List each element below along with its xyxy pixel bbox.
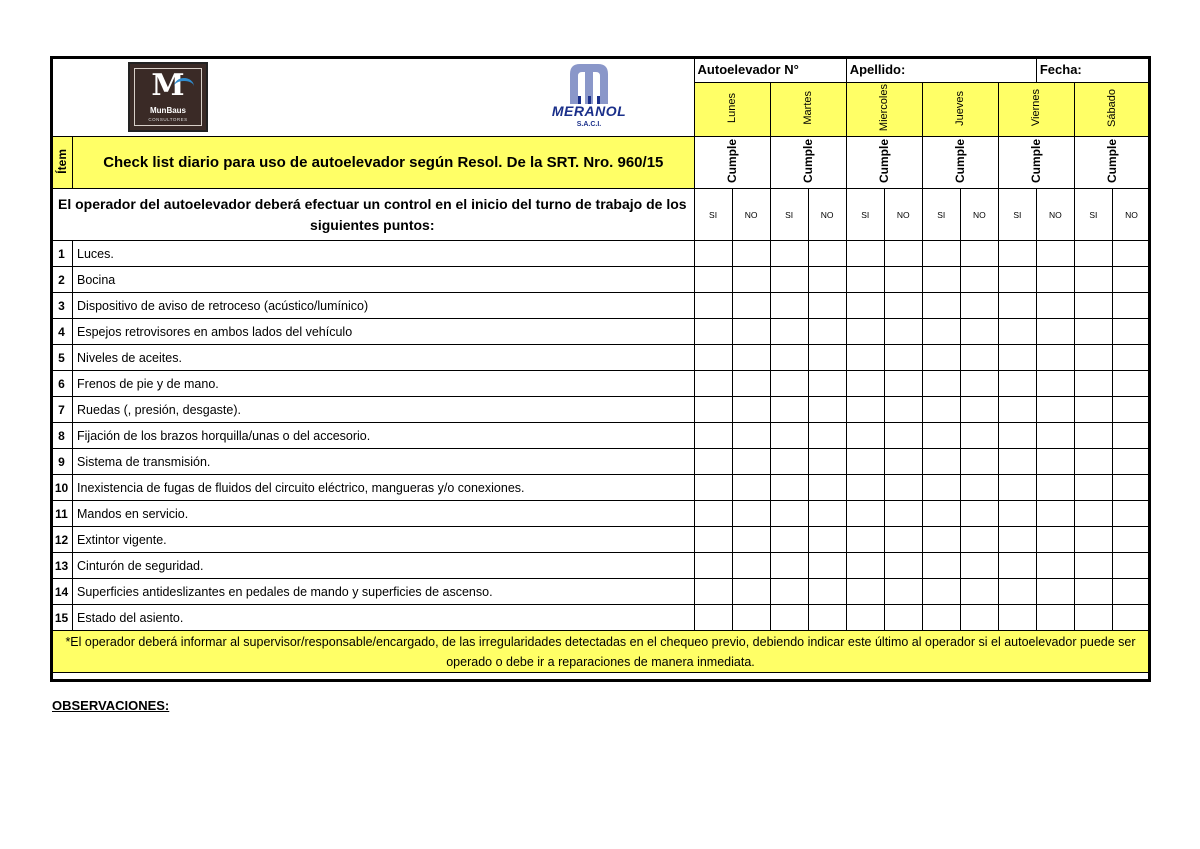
no-header: NO [732, 189, 770, 241]
item-text: Bocina [73, 267, 695, 293]
item-number: 2 [51, 267, 73, 293]
fecha-field[interactable]: Fecha: [1036, 57, 1150, 83]
item-text: Fijación de los brazos horquilla/unas o del accesorio. [73, 423, 695, 449]
day-header: Martes [770, 83, 846, 137]
item-text: Estado del asiento. [73, 605, 695, 631]
item-number: 11 [51, 501, 73, 527]
item-text: Frenos de pie y de mano. [73, 371, 695, 397]
item-number: 7 [51, 397, 73, 423]
si-header: SI [998, 189, 1036, 241]
item-number: 13 [51, 553, 73, 579]
item-text: Dispositivo de aviso de retroceso (acústico/lumínico) [73, 293, 695, 319]
item-text: Espejos retrovisores en ambos lados del vehículo [73, 319, 695, 345]
item-text: Niveles de aceites. [73, 345, 695, 371]
cumple-header: Cumple [1074, 137, 1150, 189]
cumple-header: Cumple [770, 137, 846, 189]
item-number: 1 [51, 241, 73, 267]
item-number: 15 [51, 605, 73, 631]
cumple-header: Cumple [998, 137, 1074, 189]
cumple-header: Cumple [922, 137, 998, 189]
day-header: Viernes [998, 83, 1074, 137]
item-text: Extintor vigente. [73, 527, 695, 553]
item-number: 8 [51, 423, 73, 449]
item-number: 12 [51, 527, 73, 553]
form-border [50, 56, 1151, 682]
day-header: Lunes [694, 83, 770, 137]
item-number: 3 [51, 293, 73, 319]
no-header: NO [808, 189, 846, 241]
item-header: Ítem [51, 137, 73, 189]
no-header: NO [960, 189, 998, 241]
item-text: Sistema de transmisión. [73, 449, 695, 475]
apellido-field[interactable]: Apellido: [846, 57, 1036, 83]
cumple-header: Cumple [694, 137, 770, 189]
item-text: Luces. [73, 241, 695, 267]
footer-note: *El operador deberá informar al supervisor/responsable/encargado, de las irregularidades detectadas en el chequeo previo, debiendo indicar este último al operador si el autoelevador puede ser operado o debe ir a reparaciones de manera inmediata. [51, 631, 1151, 673]
si-header: SI [846, 189, 884, 241]
item-number: 10 [51, 475, 73, 501]
si-header: SI [1074, 189, 1112, 241]
si-header: SI [922, 189, 960, 241]
item-number: 4 [51, 319, 73, 345]
si-header: SI [770, 189, 808, 241]
item-text: Superficies antideslizantes en pedales de mando y superficies de ascenso. [73, 579, 695, 605]
meranol-mark-icon [548, 64, 630, 104]
item-text: Ruedas (, presión, desgaste). [73, 397, 695, 423]
day-header: Jueves [922, 83, 998, 137]
item-number: 6 [51, 371, 73, 397]
item-text: Inexistencia de fugas de fluidos del circuito eléctrico, mangueras y/o conexiones. [73, 475, 695, 501]
item-text: Cinturón de seguridad. [73, 553, 695, 579]
meranol-logo: MERANOL S.A.C.I. [548, 64, 630, 136]
munbaus-logo: M MunBaus CONSULTORES [128, 62, 208, 132]
no-header: NO [1112, 189, 1150, 241]
day-header: Miercoles [846, 83, 922, 137]
item-text: Mandos en servicio. [73, 501, 695, 527]
item-number: 5 [51, 345, 73, 371]
item-number: 14 [51, 579, 73, 605]
cumple-header: Cumple [846, 137, 922, 189]
autoelevador-field[interactable]: Autoelevador N° [694, 57, 846, 83]
day-header: Sábado [1074, 83, 1150, 137]
item-number: 9 [51, 449, 73, 475]
no-header: NO [884, 189, 922, 241]
si-header: SI [694, 189, 732, 241]
form-title: Check list diario para uso de autoelevador según Resol. De la SRT. Nro. 960/15 [73, 137, 695, 189]
no-header: NO [1036, 189, 1074, 241]
intro-text: El operador del autoelevador deberá efectuar un control en el inicio del turno de trabajo de los siguientes puntos: [51, 189, 695, 241]
observaciones-label: OBSERVACIONES: [52, 698, 170, 713]
